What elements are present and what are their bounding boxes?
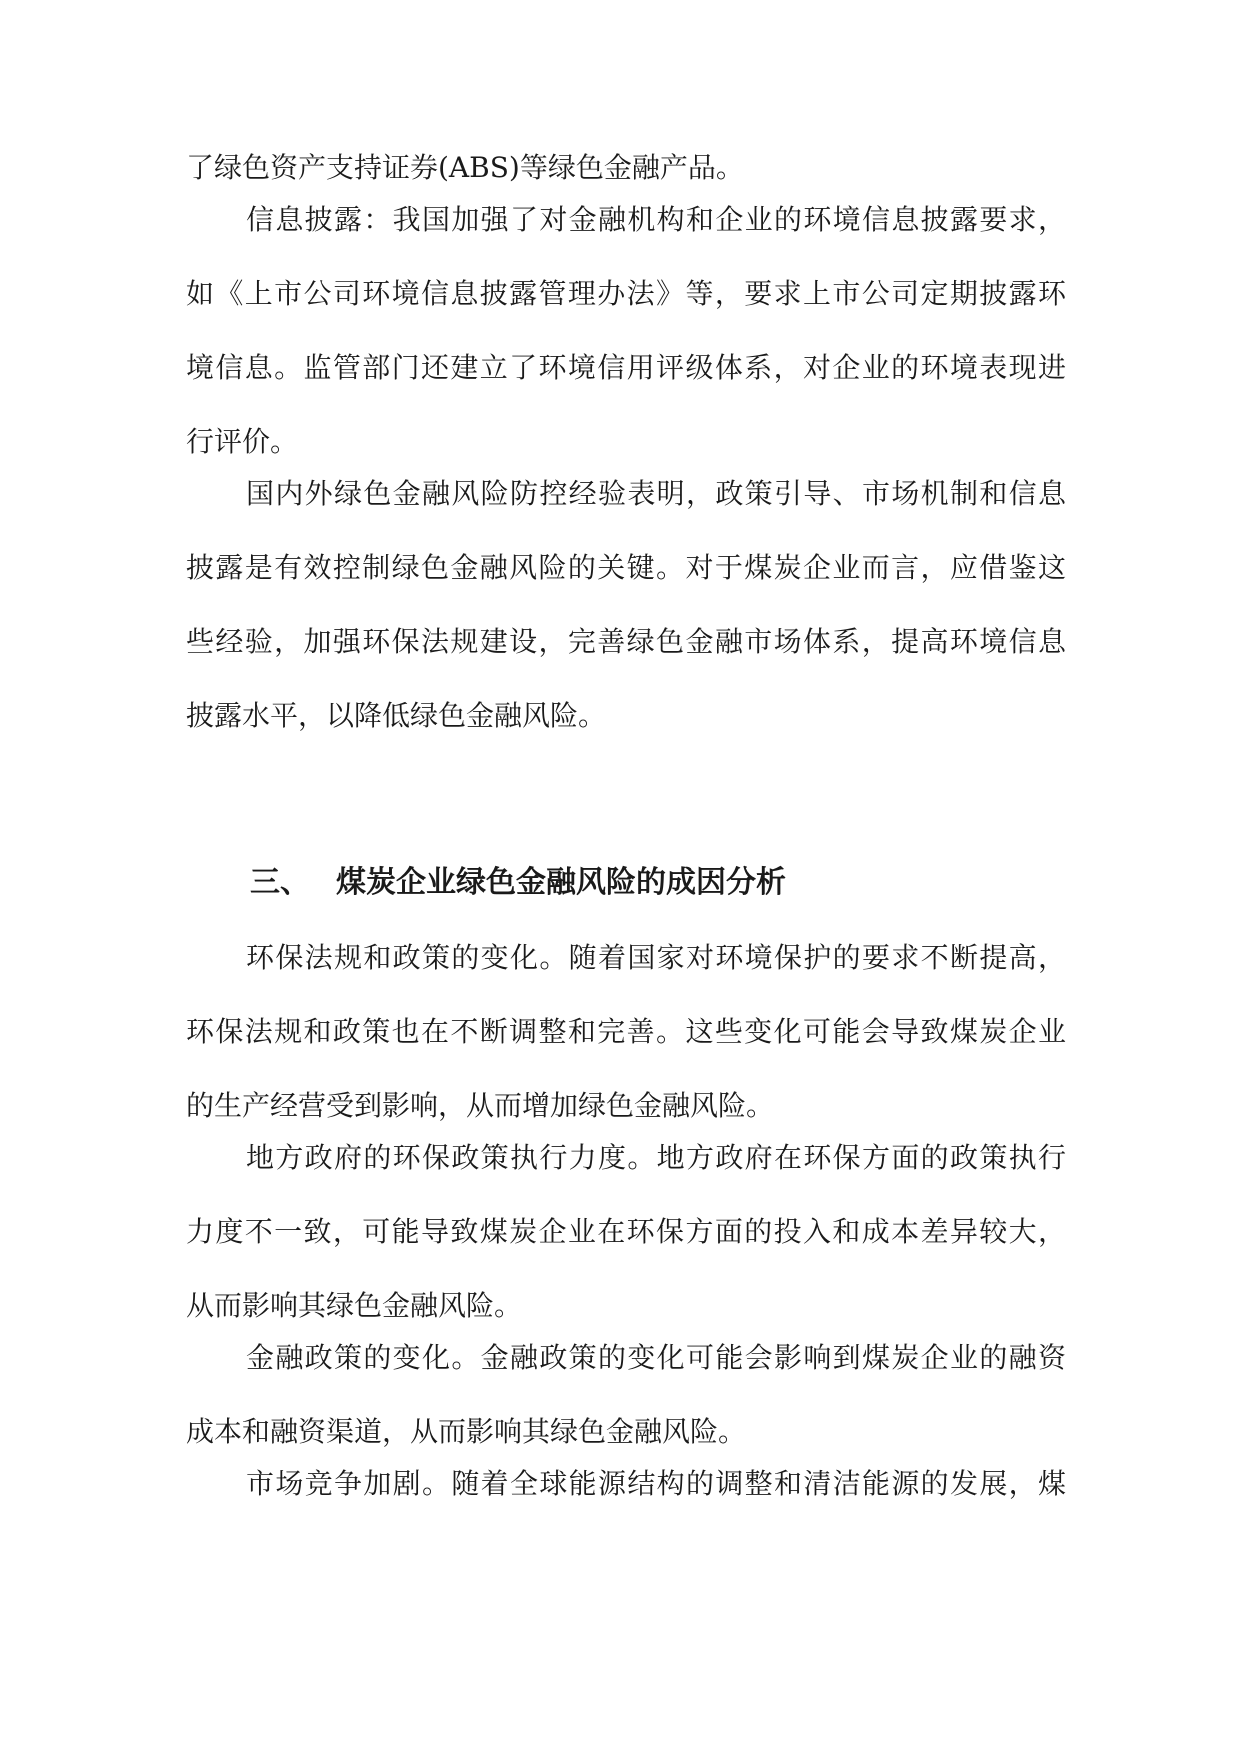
paragraph-line: 从而影响其绿色金融风险。 xyxy=(186,1289,523,1322)
paragraph-line: 如《上市公司环境信息披露管理办法》等，要求上市公司定期披露环 xyxy=(186,277,1066,310)
paragraph-line: 行评价。 xyxy=(186,425,299,458)
paragraph-line: 成本和融资渠道，从而影响其绿色金融风险。 xyxy=(186,1415,747,1448)
paragraph-line: 地方政府的环保政策执行力度。地方政府在环保方面的政策执行 xyxy=(246,1141,1066,1174)
section-number: 三、 xyxy=(250,865,310,900)
paragraph-line: 些经验，加强环保法规建设，完善绿色金融市场体系，提高环境信息 xyxy=(186,625,1066,658)
paragraph-line: 环保法规和政策也在不断调整和完善。这些变化可能会导致煤炭企业 xyxy=(186,1015,1066,1048)
section-heading xyxy=(250,858,786,908)
paragraph-line: 国内外绿色金融风险防控经验表明，政策引导、市场机制和信息 xyxy=(246,477,1066,510)
paragraph-line: 信息披露：我国加强了对金融机构和企业的环境信息披露要求， xyxy=(246,203,1066,236)
paragraph-line: 市场竞争加剧。随着全球能源结构的调整和清洁能源的发展，煤 xyxy=(246,1467,1066,1500)
paragraph-line: 力度不一致，可能导致煤炭企业在环保方面的投入和成本差异较大， xyxy=(186,1215,1066,1248)
paragraph-line: 环保法规和政策的变化。随着国家对环境保护的要求不断提高， xyxy=(246,941,1066,974)
paragraph-line: 了绿色资产支持证券(ABS)等绿色金融产品。 xyxy=(186,151,744,184)
paragraph-line: 金融政策的变化。金融政策的变化可能会影响到煤炭企业的融资 xyxy=(246,1341,1066,1374)
paragraph-line: 境信息。监管部门还建立了环境信用评级体系，对企业的环境表现进 xyxy=(186,351,1066,384)
paragraph-line: 披露是有效控制绿色金融风险的关键。对于煤炭企业而言，应借鉴这 xyxy=(186,551,1066,584)
paragraph-line: 的生产经营受到影响，从而增加绿色金融风险。 xyxy=(186,1089,775,1122)
section-title: 煤炭企业绿色金融风险的成因分析 xyxy=(336,865,786,900)
paragraph-line: 披露水平，以降低绿色金融风险。 xyxy=(186,699,607,732)
